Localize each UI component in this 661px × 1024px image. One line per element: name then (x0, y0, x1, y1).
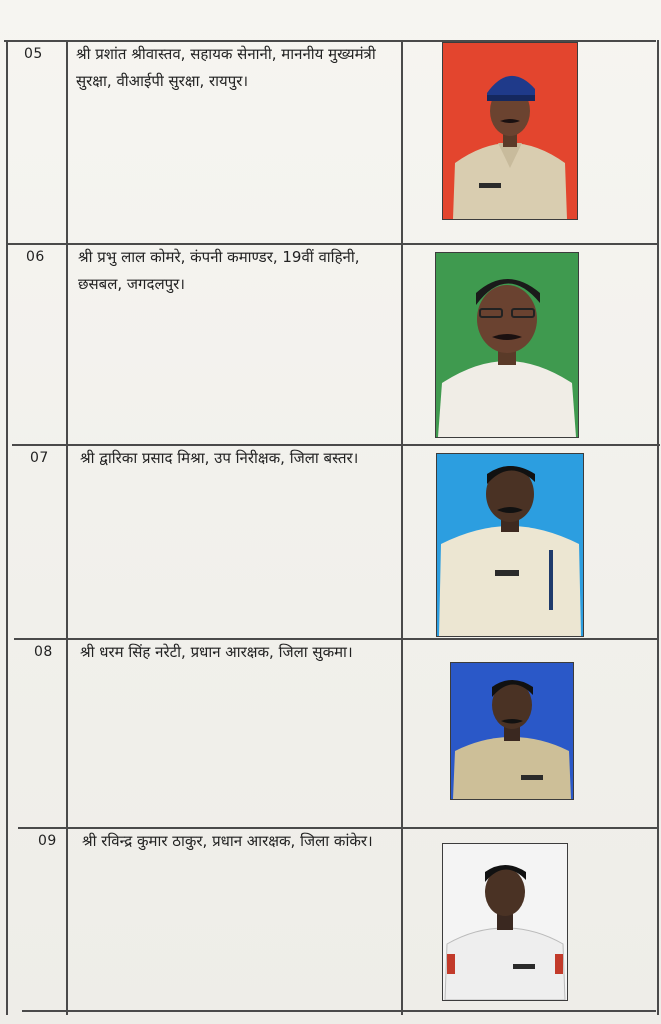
officer-portrait-image (443, 844, 567, 1000)
serial-number: 07 (30, 450, 49, 466)
person-description: श्री प्रभु लाल कोमरे, कंपनी कमाण्डर, 19वीं वाहिनी, छसबल, जगदलपुर। (78, 248, 360, 293)
person-photo (442, 843, 568, 1001)
person-description: श्री प्रशांत श्रीवास्तव, सहायक सेनानी, माननीय मुख्यमंत्री सुरक्षा, वीआईपी सुरक्षा, रायपुर। (76, 45, 376, 90)
person-photo (436, 453, 584, 637)
serial-number: 08 (34, 644, 53, 660)
serial-number: 06 (26, 249, 45, 265)
table-rule (66, 40, 68, 1015)
person-description: श्री द्वारिका प्रसाद मिश्रा, उप निरीक्षक, जिला बस्तर। (80, 449, 359, 467)
officer-portrait-image (436, 253, 578, 437)
table-rule (6, 40, 8, 1015)
table-rule (22, 1010, 656, 1012)
serial-number: 09 (38, 833, 57, 849)
officer-portrait-image (443, 43, 577, 219)
serial-number: 05 (24, 46, 43, 62)
person-photo (435, 252, 579, 438)
table-rule (401, 40, 403, 1015)
person-photo (450, 662, 574, 800)
person-photo (442, 42, 578, 220)
person-description: श्री धरम सिंह नरेटी, प्रधान आरक्षक, जिला सुकमा। (80, 643, 353, 661)
table-rule (657, 40, 659, 1015)
officer-portrait-image (437, 454, 583, 636)
officer-portrait-image (451, 663, 573, 799)
person-description: श्री रविन्द्र कुमार ठाकुर, प्रधान आरक्षक, जिला कांकेर। (82, 832, 373, 850)
